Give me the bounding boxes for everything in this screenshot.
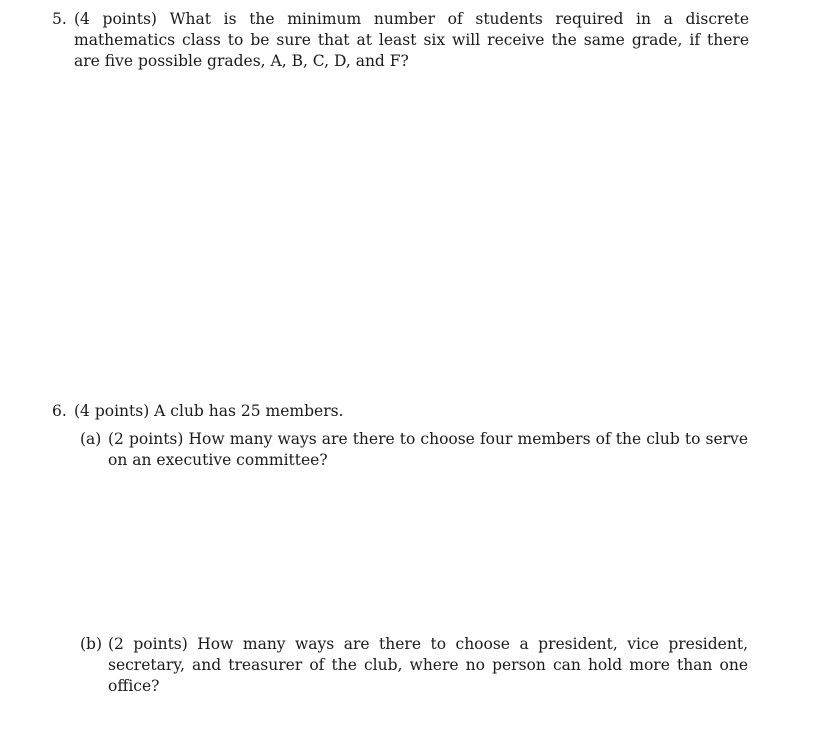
- problem-text: (4 points) What is the minimum number of students required in a discrete mathematics class to be sure that at least six will receive the same grade, if there are five possible grades, A, B, C, D, and F?: [74, 10, 749, 70]
- part-label: (b): [80, 635, 103, 653]
- problem-text: (4 points) A club has 25 members.: [74, 402, 344, 420]
- problem-number: 5.: [52, 10, 67, 28]
- part-label: (a): [80, 430, 102, 448]
- problem-6-part-b: [80, 634, 748, 697]
- problem-5: [52, 9, 749, 72]
- problem-number: 6.: [52, 402, 67, 420]
- problem-6-part-a: [80, 429, 748, 471]
- part-text: (2 points) How many ways are there to choose four members of the club to serve on an executive committee?: [108, 430, 748, 469]
- problem-6: [52, 401, 749, 422]
- part-text: (2 points) How many ways are there to choose a president, vice president, secretary, and treasurer of the club, where no person can hold more than one office?: [108, 635, 748, 695]
